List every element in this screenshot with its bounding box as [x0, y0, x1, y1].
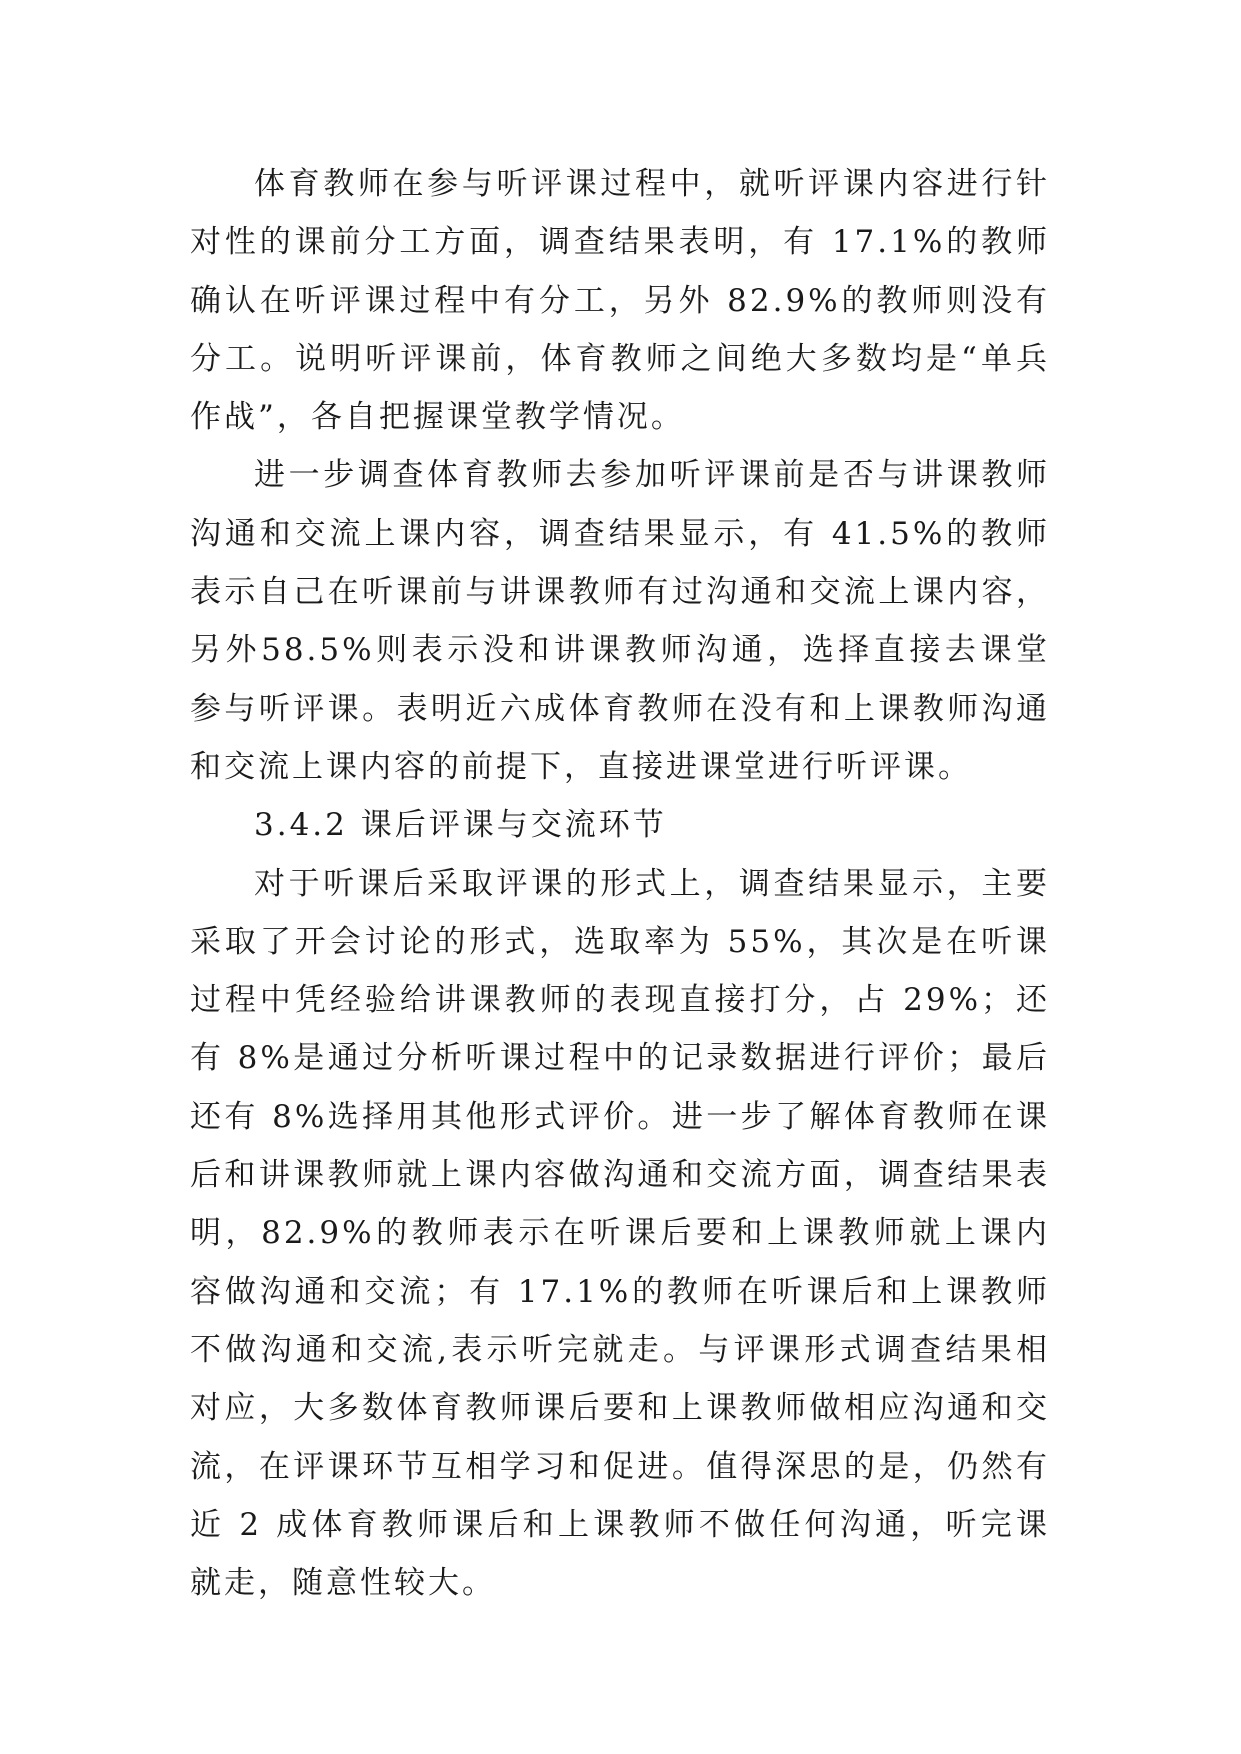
section-heading: 3.4.2 课后评课与交流环节 — [254, 807, 667, 844]
paragraph-3: 对于听课后采取评课的形式上，调查结果显示，主要采取了开会讨论的形式，选取率为 55%，其次是在听课过程中凭经验给讲课教师的表现直接打分，占 29%；还有 8%是通过分析听课过程中的记录数据进行评价；最后还有 8%选择用其他形式评价。进一步了解体育教师在课后和讲课教师就上课内容做沟通和交流方面，调查结果表明，82.9%的教师表示在听课后要和上课教师就上课内容做沟通和交流；有 17.1%的教师在听课后和上课教师不做沟通和交流,表示听完就走。与评课形式调查结果相对应，大多数体育教师课后要和上课教师做相应沟通和交流，在评课环节互相学习和促进。值得深思的是，仍然有近 2 成体育教师课后和上课教师不做任何沟通，听完课就走，随意性较大。 — [190, 865, 1050, 1602]
paragraph-2: 进一步调查体育教师去参加听评课前是否与讲课教师沟通和交流上课内容，调查结果显示，有 41.5%的教师表示自己在听课前与讲课教师有过沟通和交流上课内容，另外58.5%则表示没和讲课教师沟通，选择直接去课堂参与听评课。表明近六成体育教师在没有和上课教师沟通和交流上课内容的前提下，直接进课堂进行听评课。 — [190, 457, 1050, 785]
document-body — [190, 155, 1050, 1612]
paragraph-1: 体育教师在参与听评课过程中，就听评课内容进行针对性的课前分工方面，调查结果表明，有 17.1%的教师确认在听评课过程中有分工，另外 82.9%的教师则没有分工。说明听评课前，体育教师之间绝大多数均是“单兵作战”，各自把握课堂教学情况。 — [190, 166, 1050, 436]
